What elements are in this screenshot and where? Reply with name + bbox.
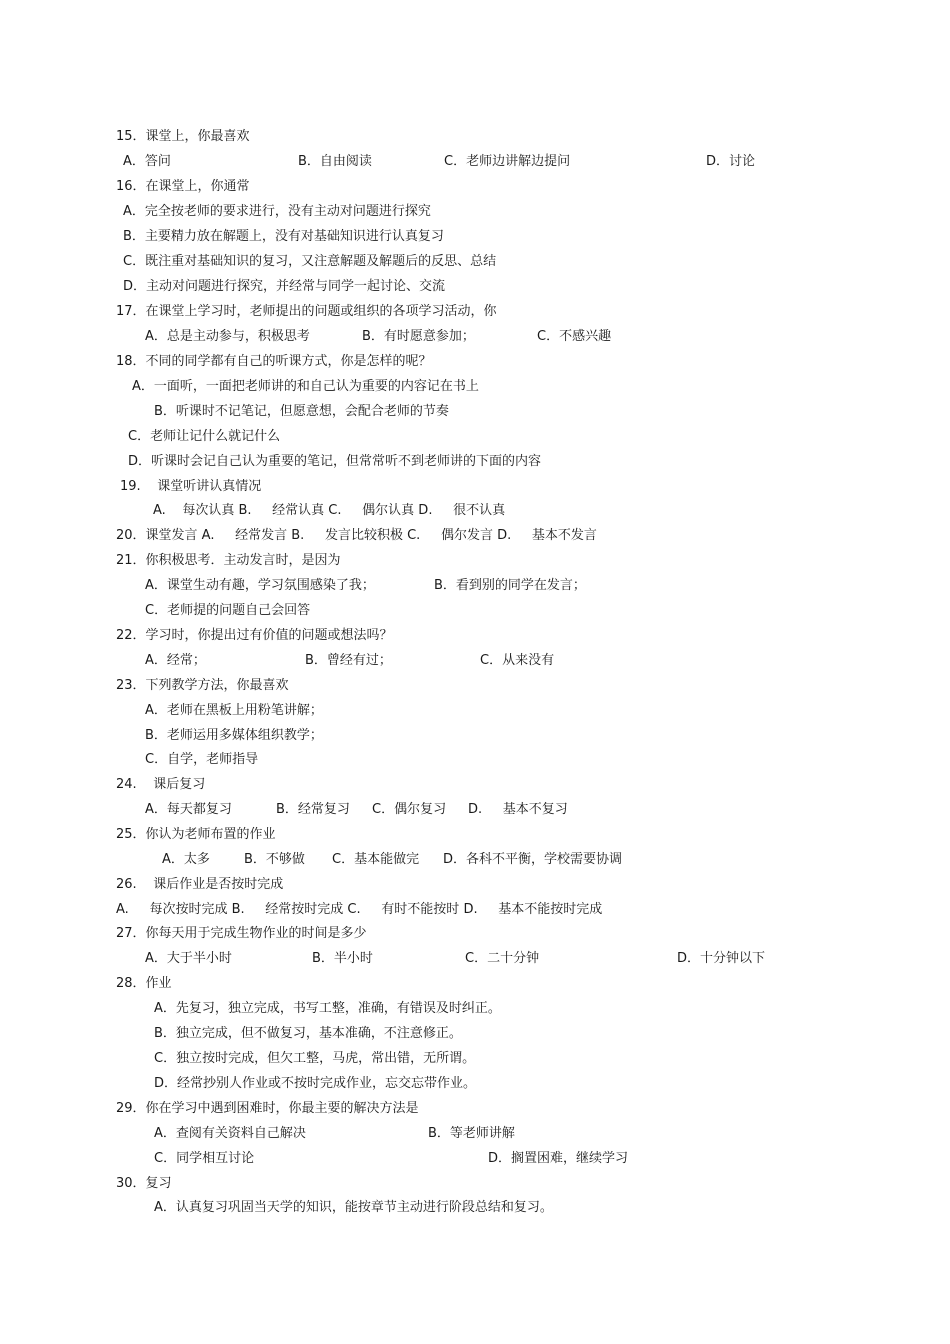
q21-option-c: C．老师提的问题自己会回答 — [145, 603, 311, 618]
q27-stem: 27．你每天用于完成生物作业的时间是多少 — [116, 926, 367, 941]
q29-option-d: D．搁置困难，继续学习 — [488, 1151, 629, 1166]
q18-stem: 18．不同的同学都有自己的听课方式，你是怎样的呢？ — [116, 354, 432, 369]
q21-option-b: B．看到别的同学在发言； — [434, 578, 586, 593]
q29-option-a: A．查阅有关资料自己解决 — [154, 1126, 306, 1141]
q23-stem: 23．下列教学方法，你最喜欢 — [116, 678, 289, 693]
q15-option-b: B．自由阅读 — [298, 154, 372, 169]
q24-option-c: C．偶尔复习 — [372, 802, 447, 817]
q16-option-d: D．主动对问题进行探究，并经常与同学一起讨论、交流 — [123, 279, 446, 294]
q26-options: A. 每次按时完成 B. 经常按时完成 C. 有时不能按时 D. 基本不能按时完成 — [116, 902, 603, 917]
q24-stem: 24. 课后复习 — [116, 777, 206, 792]
q20-line: 20．课堂发言 A. 经常发言 B. 发言比较积极 C. 偶尔发言 D. 基本不发言 — [116, 528, 597, 543]
q18-option-b: B．听课时不记笔记，但愿意想，会配合老师的节奏 — [154, 404, 449, 419]
q28-option-c: C．独立按时完成，但欠工整，马虎，常出错，无所谓。 — [154, 1051, 476, 1066]
q15-option-c: C．老师边讲解边提问 — [444, 154, 571, 169]
q19-stem: 19. 课堂听讲认真情况 — [120, 479, 262, 494]
q28-option-b: B．独立完成，但不做复习，基本准确，不注意修正。 — [154, 1026, 462, 1041]
q28-option-a: A．先复习，独立完成，书写工整，准确，有错误及时纠正。 — [154, 1001, 501, 1016]
q18-option-a: A．一面听，一面把老师讲的和自己认为重要的内容记在书上 — [132, 379, 479, 394]
q15-option-a: A．答问 — [123, 154, 171, 169]
q16-option-a: A．完全按老师的要求进行，没有主动对问题进行探究 — [123, 204, 431, 219]
q25-option-b: B．不够做 — [244, 852, 305, 867]
q21-stem: 21．你积极思考．主动发言时，是因为 — [116, 553, 341, 568]
q22-option-b: B．曾经有过； — [305, 653, 392, 668]
q25-stem: 25．你认为老师布置的作业 — [116, 827, 276, 842]
q26-stem: 26. 课后作业是否按时完成 — [116, 877, 284, 892]
q19-options: A. 每次认真 B. 经常认真 C. 偶尔认真 D. 很不认真 — [153, 503, 506, 518]
q27-option-c: C．二十分钟 — [465, 951, 540, 966]
q30-stem: 30．复习 — [116, 1176, 172, 1191]
q15-option-d: D．讨论 — [706, 154, 756, 169]
q27-option-b: B．半小时 — [312, 951, 373, 966]
q17-option-c: C．不感兴趣 — [537, 329, 612, 344]
q24-option-a: A．每天都复习 — [145, 802, 232, 817]
q27-option-d: D．十分钟以下 — [677, 951, 766, 966]
q16-stem: 16．在课堂上，你通常 — [116, 179, 250, 194]
q23-option-b: B．老师运用多媒体组织教学； — [145, 728, 323, 743]
q25-option-d: D．各科不平衡，学校需要协调 — [443, 852, 623, 867]
q29-stem: 29．你在学习中遇到困难时，你最主要的解决方法是 — [116, 1101, 419, 1116]
q28-stem: 28．作业 — [116, 976, 172, 991]
q27-option-a: A．大于半小时 — [145, 951, 232, 966]
q24-option-d: D. 基本不复习 — [468, 802, 568, 817]
q23-option-c: C．自学，老师指导 — [145, 752, 259, 767]
q16-option-b: B．主要精力放在解题上，没有对基础知识进行认真复习 — [123, 229, 444, 244]
q24-option-b: B．经常复习 — [276, 802, 350, 817]
q21-option-a: A．课堂生动有趣，学习氛围感染了我； — [145, 578, 375, 593]
q25-option-a: A．太多 — [162, 852, 210, 867]
q17-option-b: B．有时愿意参加； — [362, 329, 475, 344]
q18-option-d: D．听课时会记自己认为重要的笔记，但常常听不到老师讲的下面的内容 — [128, 454, 542, 469]
q25-option-c: C．基本能做完 — [332, 852, 420, 867]
q15-stem: 15．课堂上，你最喜欢 — [116, 129, 250, 144]
q28-option-d: D．经常抄别人作业或不按时完成作业，忘交忘带作业。 — [154, 1076, 477, 1091]
q22-option-c: C．从来没有 — [480, 653, 555, 668]
q29-option-b: B．等老师讲解 — [428, 1126, 515, 1141]
q30-option-a: A．认真复习巩固当天学的知识，能按章节主动进行阶段总结和复习。 — [154, 1200, 553, 1215]
q16-option-c: C．既注重对基础知识的复习，又注意解题及解题后的反思、总结 — [123, 254, 497, 269]
q22-option-a: A．经常； — [145, 653, 206, 668]
q17-option-a: A．总是主动参与，积极思考 — [145, 329, 310, 344]
q18-option-c: C．老师让记什么就记什么 — [128, 429, 281, 444]
q17-stem: 17．在课堂上学习时，老师提出的问题或组织的各项学习活动，你 — [116, 304, 497, 319]
q22-stem: 22．学习时，你提出过有价值的问题或想法吗？ — [116, 628, 393, 643]
q29-option-c: C．同学相互讨论 — [154, 1151, 255, 1166]
q23-option-a: A．老师在黑板上用粉笔讲解； — [145, 703, 323, 718]
